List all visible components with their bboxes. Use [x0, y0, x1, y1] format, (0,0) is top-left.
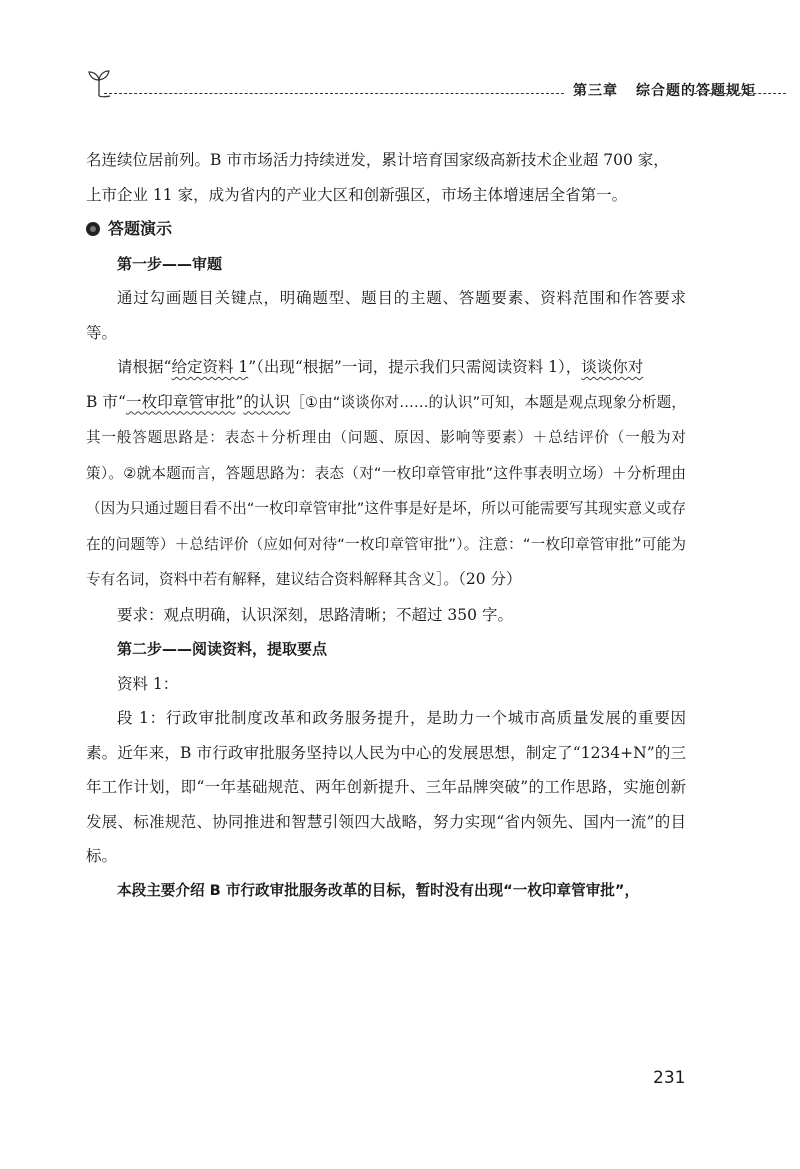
step1-description: 通过勾画题目关键点，明确题型、题目的主题、答题要素、资料范围和作答要求等。 — [86, 289, 686, 342]
question-text: ”（出现“根据”一词，提示我们只需阅读资料 1）， — [248, 358, 582, 376]
wavy-underline-material: 给定资料 1 — [171, 358, 249, 376]
material-label: 资料 1： — [117, 674, 179, 693]
wavy-underline-recognition: 的认识 — [243, 392, 291, 411]
wavy-underline-topic: 一枚印章管审批 — [125, 392, 236, 411]
chapter-title: 综合题的答题规矩 — [636, 83, 756, 99]
intro-line-1: 名连续位居前列。B 市市场活力持续迸发，累计培育国家级高新技术企业超 700 家， — [86, 151, 669, 169]
section-heading — [86, 212, 686, 247]
analysis-paragraph: 本段主要介绍 B 市行政审批服务改革的目标，暂时没有出现“一枚印章管审批”， — [117, 881, 640, 899]
question-text: ” — [235, 392, 244, 411]
page-number: 231 — [653, 1068, 686, 1088]
material-paragraph-1: 段 1：行政审批制度改革和政务服务提升，是助力一个城市高质量发展的重要因素。近年来，B 市行政审批服务坚持以人民为中心的发展思想，制定了“1234+N”的三年工作计划，即“一年基础规范、两年创新提升、三年品牌突破”的工作思路，实施创新发展、标准规范、协同推进和智慧引领四大战略，努力实现“省内领先、国内一流”的目标。 — [86, 709, 686, 865]
question-text: 请根据“ — [117, 358, 172, 376]
intro-line-2: 上市企业 11 家，成为省内的产业大区和创新强区，市场主体增速居全省第一。 — [86, 185, 628, 204]
running-header — [86, 68, 786, 98]
header-rule-left — [104, 93, 564, 94]
header-rule-right — [694, 93, 786, 94]
question-paragraph — [86, 350, 686, 598]
step2-heading: 第二步——阅读资料，提取要点 — [117, 640, 328, 658]
question-score: （20 分） — [458, 570, 522, 588]
chapter-heading — [573, 80, 756, 100]
requirement-line: 要求：观点明确，认识深刻，思路清晰；不超过 350 字。 — [117, 605, 513, 624]
step1-heading: 第一步——审题 — [117, 254, 223, 273]
wavy-underline-task: 谈谈你对 — [581, 358, 644, 376]
question-annotation: ［①由“谈谈你对……的认识”可知，本题是观点现象分析题，其一般答题思路是：表态＋分析理由（问题、原因、影响等要素）＋总结评价（一般为对策）。②就本题而言，答题思路为：表态（对“一枚印章管审批”这件事表明立场）＋分析理由（因为只通过题目看不出“一枚印章管审批”这件事是好是坏，所以可能需要写其现实意义或存在的问题等）＋总结评价（应如何对待“一枚印章管审批”）。注意：“一枚印章管审批”可能为专有名词，资料中若有解释，建议结合资料解释其含义］。 — [86, 393, 686, 588]
section-bullet-icon — [86, 222, 100, 236]
question-text: B 市“ — [86, 392, 126, 411]
main-content — [86, 143, 686, 908]
chapter-number: 第三章 — [573, 83, 618, 99]
section-title: 答题演示 — [108, 219, 173, 238]
